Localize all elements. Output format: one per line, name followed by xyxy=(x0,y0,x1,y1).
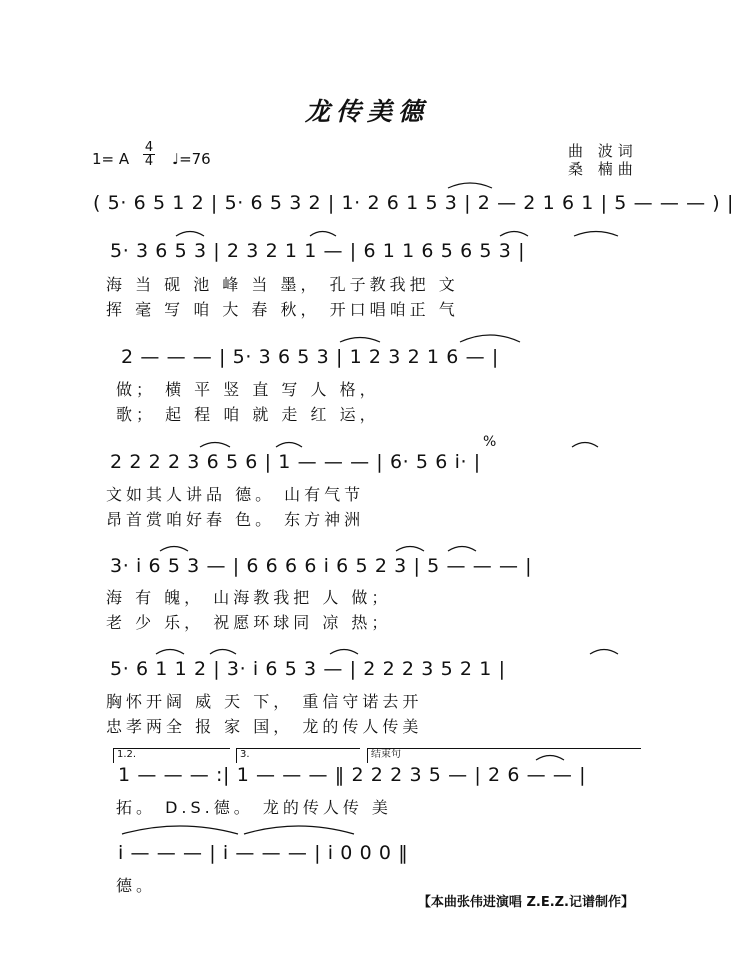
notes-line-3: 2 — — — | 5· 3 6 5 3 | 1 2 3 2 1 6 — | xyxy=(121,346,499,368)
slur-line-4a xyxy=(200,443,230,448)
notes-line-5: 3· i 6 5 3 — | 6 6 6 6 i 6 5 2 3 | 5 — — — | xyxy=(110,555,533,577)
slur-line-3a xyxy=(340,338,380,343)
slur-line-5b xyxy=(396,547,424,552)
slur-line-5a xyxy=(160,547,188,552)
lyrics-line-5-verse-1: 海 有 魄， 山海教我把 人 做； xyxy=(106,588,392,607)
slur-line-2c xyxy=(500,232,528,237)
lyrics-line-4-verse-1: 文如其人讲品 德。 山有气节 xyxy=(106,485,365,504)
notes-line-1: ( 5· 6 5 1 2 | 5· 6 5 3 2 | 1· 2 6 1 5 3 | 2 — 2 1 6 1 | 5 — — — ) | xyxy=(93,192,734,214)
notes-line-7: 1 — — — :| 1 — — — ‖ 2 2 2 3 5 — | 2 6 — — | xyxy=(118,764,587,786)
volta-second-ending: 3. xyxy=(236,748,360,763)
lyrics-line-7: 拓。 D.S.德。 龙的传人传 美 xyxy=(116,798,392,817)
song-title: 龙传美德 xyxy=(304,97,429,126)
notes-line-4: 2 2 2 2 3 6 5 6 | 1 — — — | 6· 5 6 i· | xyxy=(110,451,481,473)
lyrics-line-5-verse-2: 老 少 乐， 祝愿环球同 凉 热； xyxy=(106,613,392,632)
lyricist-credit: 曲 波词 xyxy=(568,142,638,160)
tie-intro xyxy=(448,183,492,188)
slur-line-6d xyxy=(590,650,618,655)
slur-line-5c xyxy=(448,547,476,552)
slur-line-6a xyxy=(156,650,184,655)
lyrics-line-3-verse-2: 歌； 起 程 咱 就 走 红 运， xyxy=(116,405,380,424)
segno-sign: % xyxy=(483,434,497,450)
tie-line-8a xyxy=(122,826,238,834)
lyrics-line-4-verse-2: 昂首赏咱好春 色。 东方神洲 xyxy=(106,510,365,529)
lyrics-line-8: 德。 xyxy=(116,876,157,895)
slur-line-2b xyxy=(310,232,336,237)
volta-first-ending: 1.2. xyxy=(113,748,230,763)
notes-line-8: i — — — | i — — — | i 0 0 0 ‖ xyxy=(118,842,409,864)
slur-line-6c xyxy=(330,650,358,655)
lyrics-line-6-verse-1: 胸怀开阔 威 天 下， 重信守诺去开 xyxy=(106,692,423,711)
slur-line-4c xyxy=(572,443,598,448)
footer-credit: 【本曲张伟进演唱 Z.E.Z.记谱制作】 xyxy=(417,895,634,910)
tie-line-8b xyxy=(244,826,354,834)
slur-line-3b xyxy=(460,335,520,342)
slur-line-7 xyxy=(536,756,564,761)
time-denominator: 4 xyxy=(144,154,154,169)
volta-final-phrase: 结束句 xyxy=(367,748,641,763)
tempo-marking: ♩=76 xyxy=(172,150,211,168)
lyrics-line-2-verse-2: 挥 毫 写 咱 大 春 秋， 开口唱咱正 气 xyxy=(106,300,459,319)
slur-line-2a xyxy=(176,232,204,237)
slur-line-4b xyxy=(276,443,302,448)
composer-credit: 桑 楠曲 xyxy=(568,160,638,178)
key-signature: 1= A xyxy=(92,150,130,168)
lyrics-line-3-verse-1: 做； 横 平 竖 直 写 人 格， xyxy=(116,380,380,399)
notes-line-6: 5· 6 1 1 2 | 3· i 6 5 3 — | 2 2 2 3 5 2 1 | xyxy=(110,658,506,680)
lyrics-line-6-verse-2: 忠孝两全 报 家 国， 龙的传人传美 xyxy=(106,717,423,736)
time-numerator: 4 xyxy=(144,140,154,155)
notes-line-2: 5· 3 6 5 3 | 2 3 2 1 1 — | 6 1 1 6 5 6 5 3 | xyxy=(110,240,526,262)
slur-line-2d xyxy=(574,232,618,237)
slur-line-6b xyxy=(210,650,236,655)
lyrics-line-2-verse-1: 海 当 砚 池 峰 当 墨， 孔子教我把 文 xyxy=(106,275,459,294)
